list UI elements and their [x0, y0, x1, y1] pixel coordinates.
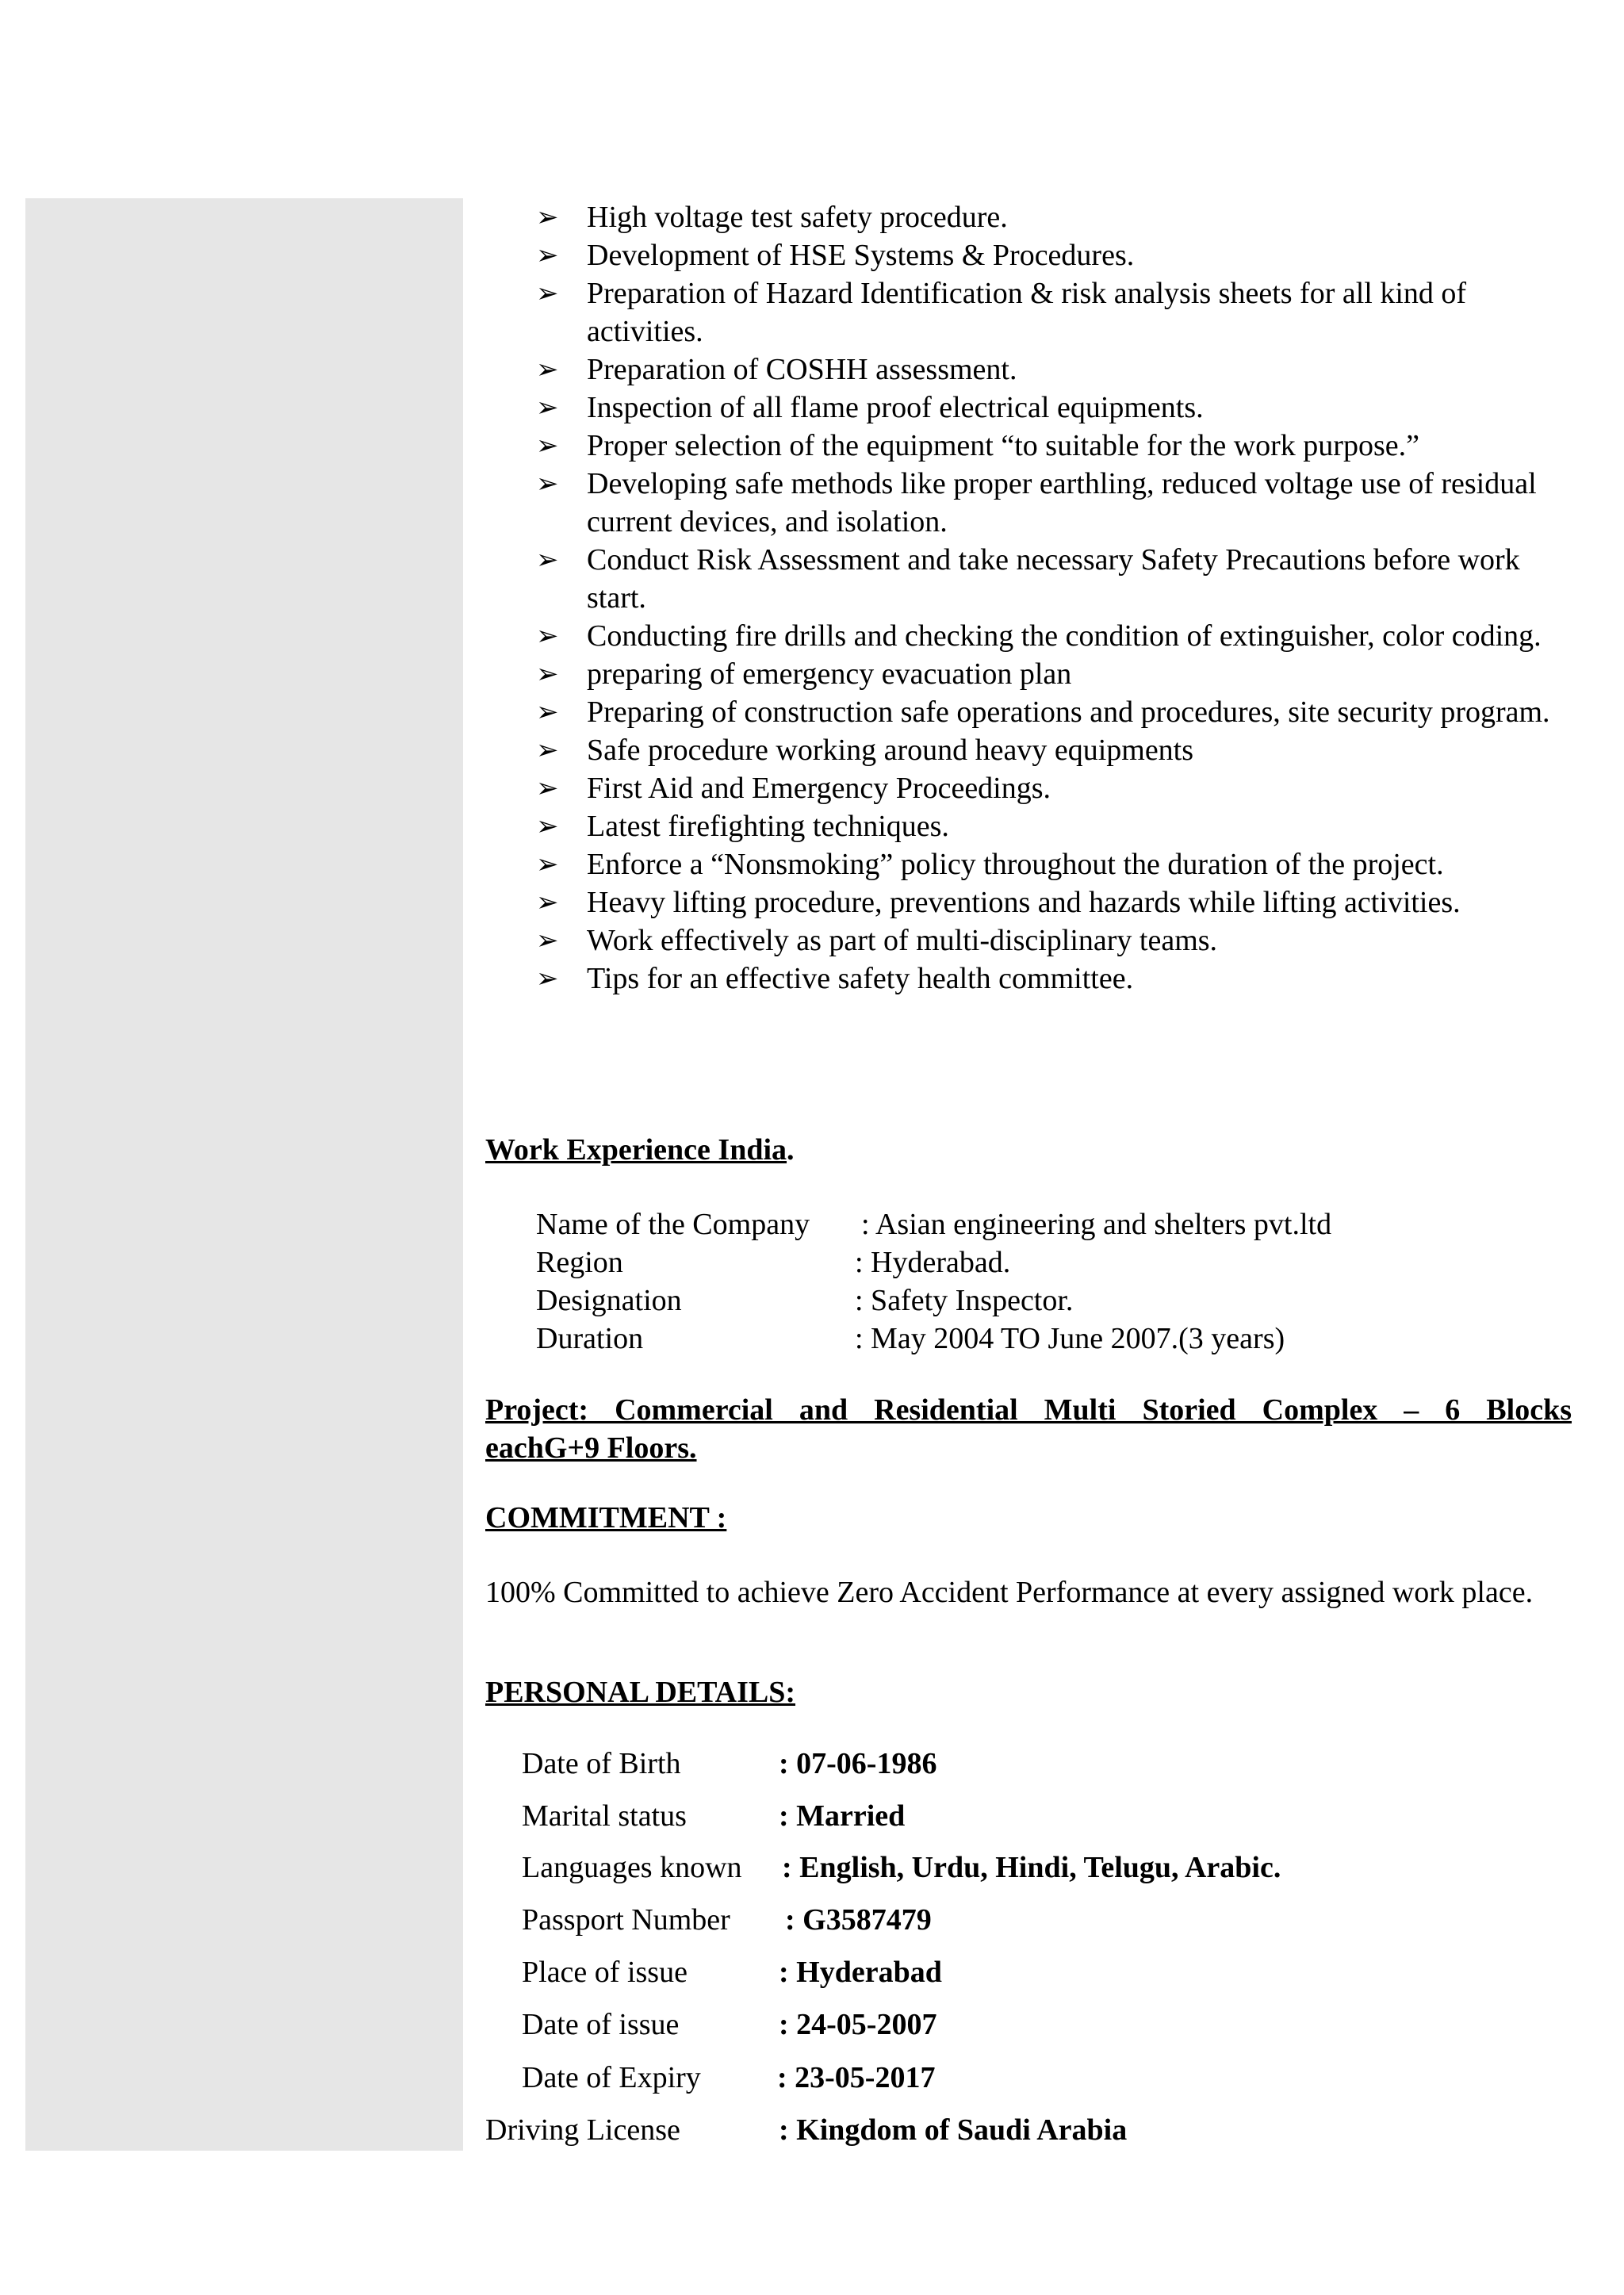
commitment-text: 100% Committed to achieve Zero Accident Performance at every assigned work place.	[485, 1576, 1534, 1609]
list-item: ➢ Preparation of Hazard Identification & risk analysis sheets for all kind of activities.	[536, 274, 1572, 351]
project-heading-line1: Project: Commercial and Residential Multi Storied Complex – 6 Blocks	[485, 1393, 1572, 1427]
list-item: ➢ Heavy lifting procedure, preventions and hazards while lifting activities.	[536, 883, 1572, 921]
arrow-bullet-icon: ➢	[536, 468, 559, 500]
table-row: Name of the Company : Asian engineering and shelters pvt.ltd	[536, 1208, 1332, 1241]
table-row: Marital status : Married	[522, 1799, 906, 1833]
arrow-bullet-icon: ➢	[536, 354, 559, 385]
arrow-bullet-icon: ➢	[536, 925, 559, 956]
table-row: Date of Expiry : 23-05-2017	[522, 2061, 936, 2094]
table-row: Date of issue : 24-05-2007	[522, 2008, 937, 2041]
commitment-heading: COMMITMENT :	[485, 1501, 727, 1534]
list-item: ➢ Development of HSE Systems & Procedures.	[536, 236, 1572, 274]
arrow-bullet-icon: ➢	[536, 772, 559, 804]
arrow-bullet-icon: ➢	[536, 810, 559, 842]
work-experience-heading: Work Experience India.	[485, 1133, 795, 1167]
work-details-table	[536, 1205, 1567, 1364]
arrow-bullet-icon: ➢	[536, 430, 559, 462]
list-item: ➢ High voltage test safety procedure.	[536, 198, 1572, 236]
arrow-bullet-icon: ➢	[536, 239, 559, 271]
list-item: ➢ Conducting fire drills and checking the condition of extinguisher, color coding.	[536, 617, 1572, 655]
arrow-bullet-icon: ➢	[536, 620, 559, 652]
skills-bullet-list	[536, 198, 1572, 998]
table-row: Duration : May 2004 TO June 2007.(3 years)	[536, 1322, 1285, 1355]
arrow-bullet-icon: ➢	[536, 849, 559, 880]
list-item: ➢ Latest firefighting techniques.	[536, 807, 1572, 845]
driving-license-row: Driving License : Kingdom of Saudi Arabia	[485, 2113, 1128, 2147]
table-row: Passport Number : G3587479	[522, 1903, 932, 1937]
personal-details-heading: PERSONAL DETAILS:	[485, 1676, 796, 1709]
table-row: Place of issue : Hyderabad	[522, 1956, 942, 1989]
list-item: ➢ Preparation of COSHH assessment.	[536, 351, 1572, 389]
table-row: Region : Hyderabad.	[536, 1246, 1011, 1279]
list-item: ➢ Enforce a “Nonsmoking” policy throughout the duration of the project.	[536, 845, 1572, 883]
arrow-bullet-icon: ➢	[536, 544, 559, 576]
arrow-bullet-icon: ➢	[536, 278, 559, 309]
list-item: ➢ Preparing of construction safe operations and procedures, site security program.	[536, 693, 1572, 731]
arrow-bullet-icon: ➢	[536, 201, 559, 233]
arrow-bullet-icon: ➢	[536, 887, 559, 918]
personal-details-table	[522, 1745, 1568, 2078]
list-item: ➢ Developing safe methods like proper earthling, reduced voltage use of residual current devices, and isolation.	[536, 465, 1572, 541]
list-item: ➢ Safe procedure working around heavy equipments	[536, 731, 1572, 769]
table-row: Languages known : English, Urdu, Hindi, Telugu, Arabic.	[522, 1851, 1281, 1884]
list-item: ➢ First Aid and Emergency Proceedings.	[536, 769, 1572, 807]
list-item: ➢ Tips for an effective safety health committee.	[536, 960, 1572, 998]
project-heading-line2: eachG+9 Floors.	[485, 1431, 697, 1465]
table-row: Designation : Safety Inspector.	[536, 1284, 1074, 1317]
arrow-bullet-icon: ➢	[536, 392, 559, 423]
list-item: ➢ Proper selection of the equipment “to suitable for the work purpose.”	[536, 427, 1572, 465]
list-item: ➢ Conduct Risk Assessment and take necessary Safety Precautions before work start.	[536, 541, 1572, 617]
arrow-bullet-icon: ➢	[536, 963, 559, 994]
list-item: ➢ Inspection of all flame proof electrical equipments.	[536, 389, 1572, 427]
arrow-bullet-icon: ➢	[536, 696, 559, 728]
list-item: ➢ Work effectively as part of multi-disciplinary teams.	[536, 921, 1572, 960]
table-row: Date of Birth : 07-06-1986	[522, 1747, 937, 1780]
arrow-bullet-icon: ➢	[536, 658, 559, 690]
arrow-bullet-icon: ➢	[536, 734, 559, 766]
left-sidebar-panel	[25, 198, 463, 2151]
list-item: ➢ preparing of emergency evacuation plan	[536, 655, 1572, 693]
